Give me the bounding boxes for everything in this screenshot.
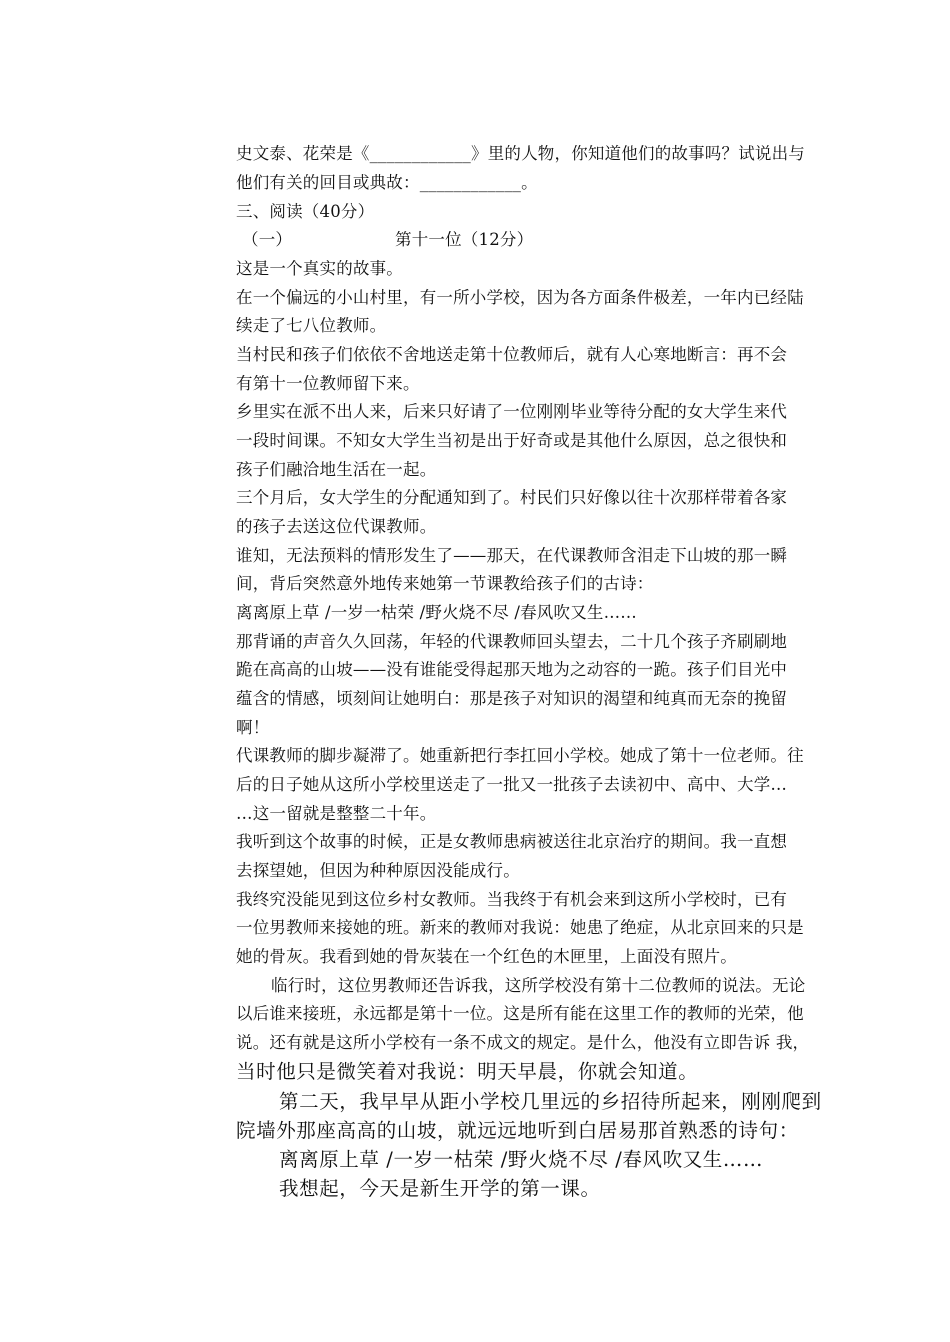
passage-number: （一）	[242, 230, 293, 249]
paragraph-line: 一位男教师来接她的班。新来的教师对我说：她患了绝症，从北京回来的只是	[236, 918, 804, 937]
paragraph-line: 跪在高高的山坡——没有谁能受得起那天地为之动容的一跪。孩子们目光中	[236, 660, 788, 679]
paragraph-line: 啊！	[236, 718, 270, 737]
paragraph-line: 去探望她，但因为种种原因没能成行。	[236, 861, 520, 880]
question-line-1: 史文泰、花荣是《____________》里的人物，你知道他们的故事吗？试说出与	[236, 144, 805, 163]
paragraph-line: 第二天，我早早从距小学校几里远的乡招待所起来，刚刚爬到	[279, 1090, 822, 1113]
paragraph-line: 院墙外那座高高的山坡，就远远地听到白居易那首熟悉的诗句：	[236, 1119, 799, 1142]
paragraph-line: 有第十一位教师留下来。	[236, 374, 420, 393]
paragraph-line: 临行时，这位男教师还告诉我，这所学校没有第十二位教师的说法。无论	[271, 976, 806, 995]
paragraph-line: 间，背后突然意外地传来她第一节课教给孩子们的古诗：	[236, 574, 654, 593]
paragraph-line: …这一留就是整整二十年。	[236, 804, 437, 823]
poem-line: 离离原上草 /一岁一枯荣 /野火烧不尽 /春风吹又生……	[236, 603, 638, 622]
section-heading-reading: 三、阅读（40分）	[236, 202, 375, 221]
paragraph-line: 那背诵的声音久久回荡，年轻的代课教师回头望去，二十几个孩子齐刷刷地	[236, 632, 788, 651]
question-line-2: 他们有关的回目或典故：____________。	[236, 173, 538, 192]
paragraph-line: 当村民和孩子们依依不舍地送走第十位教师后，就有人心寒地断言：再不会	[236, 345, 788, 364]
paragraph-line: 当时他只是微笑着对我说：明天早晨，你就会知道。	[236, 1060, 699, 1083]
paragraph-line: 一段时间课。不知女大学生当初是出于好奇或是其他什么原因，总之很快和	[236, 431, 788, 450]
passage-title: 第十一位（12分）	[395, 230, 534, 249]
paragraph-line: 谁知，无法预料的情形发生了——那天，在代课教师含泪走下山坡的那一瞬	[236, 546, 788, 565]
paragraph-line: 以后谁来接班，永远都是第十一位。这是所有能在这里工作的教师的光荣，他	[236, 1004, 804, 1023]
paragraph-line: 她的骨灰。我看到她的骨灰装在一个红色的木匣里，上面没有照片。	[236, 947, 737, 966]
paragraph-line: 续走了七八位教师。	[236, 316, 387, 335]
paragraph-line: 在一个偏远的小山村里，有一所小学校，因为各方面条件极差，一年内已经陆	[236, 288, 804, 307]
paragraph-line: 蕴含的情感，顷刻间让她明白：那是孩子对知识的渴望和纯真而无奈的挽留	[236, 689, 788, 708]
paragraph-line: 这是一个真实的故事。	[236, 259, 403, 278]
poem-line: 离离原上草 /一岁一枯荣 /野火烧不尽 /春风吹又生……	[279, 1148, 764, 1171]
paragraph-line: 说。还有就是这所小学校有一条不成文的规定。是什么，他没有立即告诉 我，	[236, 1033, 810, 1052]
paragraph-line: 代课教师的脚步凝滞了。她重新把行李扛回小学校。她成了第十一位老师。往	[236, 746, 804, 765]
paragraph-line: 的孩子去送这位代课教师。	[236, 517, 437, 536]
paragraph-line: 三个月后，女大学生的分配通知到了。村民们只好像以往十次那样带着各家	[236, 488, 788, 507]
paragraph-line: 我听到这个故事的时候，正是女教师患病被送往北京治疗的期间。我一直想	[236, 832, 788, 851]
paragraph-line: 我想起，今天是新生开学的第一课。	[279, 1177, 601, 1200]
paragraph-line: 乡里实在派不出人来，后来只好请了一位刚刚毕业等待分配的女大学生来代	[236, 402, 788, 421]
paragraph-line: 我终究没能见到这位乡村女教师。当我终于有机会来到这所小学校时，已有	[236, 890, 788, 909]
paragraph-line: 后的日子她从这所小学校里送走了一批又一批孩子去读初中、高中、大学…	[236, 775, 788, 794]
paragraph-line: 孩子们融洽地生活在一起。	[236, 460, 437, 479]
